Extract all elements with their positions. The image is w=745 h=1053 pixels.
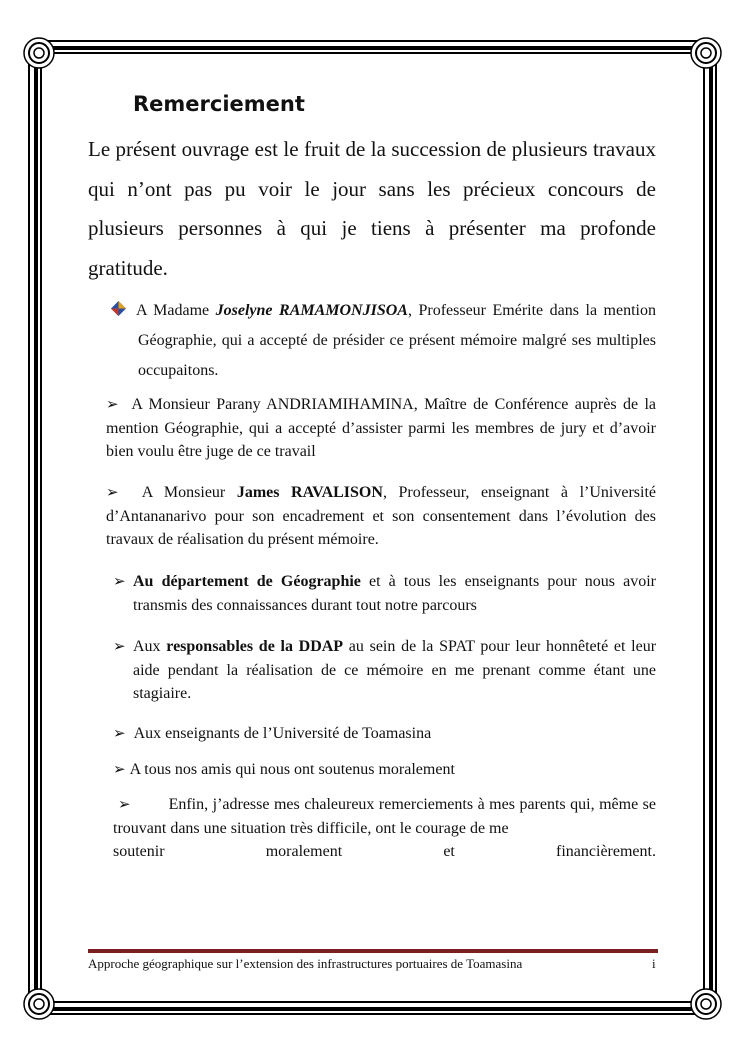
list-item <box>111 296 656 386</box>
item-text: et à tous les enseignants pour nous avoir transmis des connaissances durant tout notre parcours <box>133 573 657 614</box>
item-word: soutenir <box>113 843 165 860</box>
arrow-bullet-icon: ➢ <box>118 795 131 813</box>
item-word: financièrement. <box>556 843 656 860</box>
list-item <box>106 481 656 552</box>
list-item <box>106 393 656 464</box>
corner-ring-icon <box>689 987 723 1021</box>
item-word: et <box>443 843 455 860</box>
arrow-bullet-icon: ➢ <box>113 724 126 742</box>
arrow-bullet-icon: ➢ <box>106 395 119 413</box>
item-text: A Madame <box>136 302 216 319</box>
page-title: Remerciement <box>133 92 305 116</box>
item-text: Enfin, j’adresse mes chaleureux remerciements à mes parents qui, même se trouvant dans une situation très difficile, ont le courage de me <box>113 796 656 837</box>
list-item <box>113 722 656 746</box>
item-text: au sein de la SPAT pour leur honnêteté et leur aide pendant la réalisation de ce mémoire en me prenant comme étant une stagiaire. <box>133 638 657 702</box>
item-name: James RAVALISON <box>236 484 383 501</box>
item-name: responsables de la DDAP <box>166 638 344 655</box>
item-text: , Professeur, enseignant à l’Université d’Antananarivo pour son encadrement et son consentement dans l’évolution des travaux de réalisation du présent mémoire. <box>106 484 657 548</box>
item-last-line <box>113 840 656 864</box>
arrow-bullet-icon: ➢ <box>113 760 126 778</box>
page-border-bottom <box>40 999 705 1017</box>
page-border-left <box>26 56 44 999</box>
arrow-bullet-icon: ➢ <box>113 572 126 590</box>
page-border-top <box>40 38 705 56</box>
footer-text: Approche géographique sur l’extension des infrastructures portuaires de Toamasina <box>88 956 523 971</box>
footer-rule <box>88 949 658 953</box>
corner-ring-icon <box>22 36 56 70</box>
item-name: Au département de Géographie <box>133 573 361 590</box>
arrow-bullet-icon: ➢ <box>113 637 126 655</box>
list-item <box>113 635 656 706</box>
page-number: i <box>652 956 656 971</box>
item-name: Joselyne RAMAMONJISOA <box>215 302 408 319</box>
list-item <box>113 793 656 864</box>
item-text: Aux enseignants de l’Université de Toamasina <box>133 725 432 742</box>
item-text: A Monsieur <box>141 484 237 501</box>
page-border-right <box>701 56 719 999</box>
item-text: A Monsieur Parany ANDRIAMIHAMINA, Maître de Conférence auprès de la mention Géographie, qui a accepté d’assister parmi les membres de jury et d’avoir bien voulu être juge de ce travail <box>106 396 657 460</box>
item-text: Aux <box>133 638 167 655</box>
item-text: A tous nos amis qui nous ont soutenus moralement <box>129 761 455 778</box>
corner-ring-icon <box>22 987 56 1021</box>
arrow-bullet-icon: ➢ <box>106 483 119 501</box>
intro-paragraph: Le présent ouvrage est le fruit de la succession de plusieurs travaux qui n’ont pas pu voir le jour sans les précieux concours de plusieurs personnes à qui je tiens à présenter ma profonde gratitude. <box>88 137 656 280</box>
list-item <box>113 570 656 617</box>
item-word: moralement <box>265 843 343 860</box>
corner-ring-icon <box>689 36 723 70</box>
list-item <box>113 758 656 782</box>
item-text: , Professeur Emérite dans la mention Géographie, qui a accepté de présider ce présent mémoire malgré ses multiples occupaitons. <box>138 302 656 379</box>
diamond-bullet-icon <box>111 301 126 316</box>
